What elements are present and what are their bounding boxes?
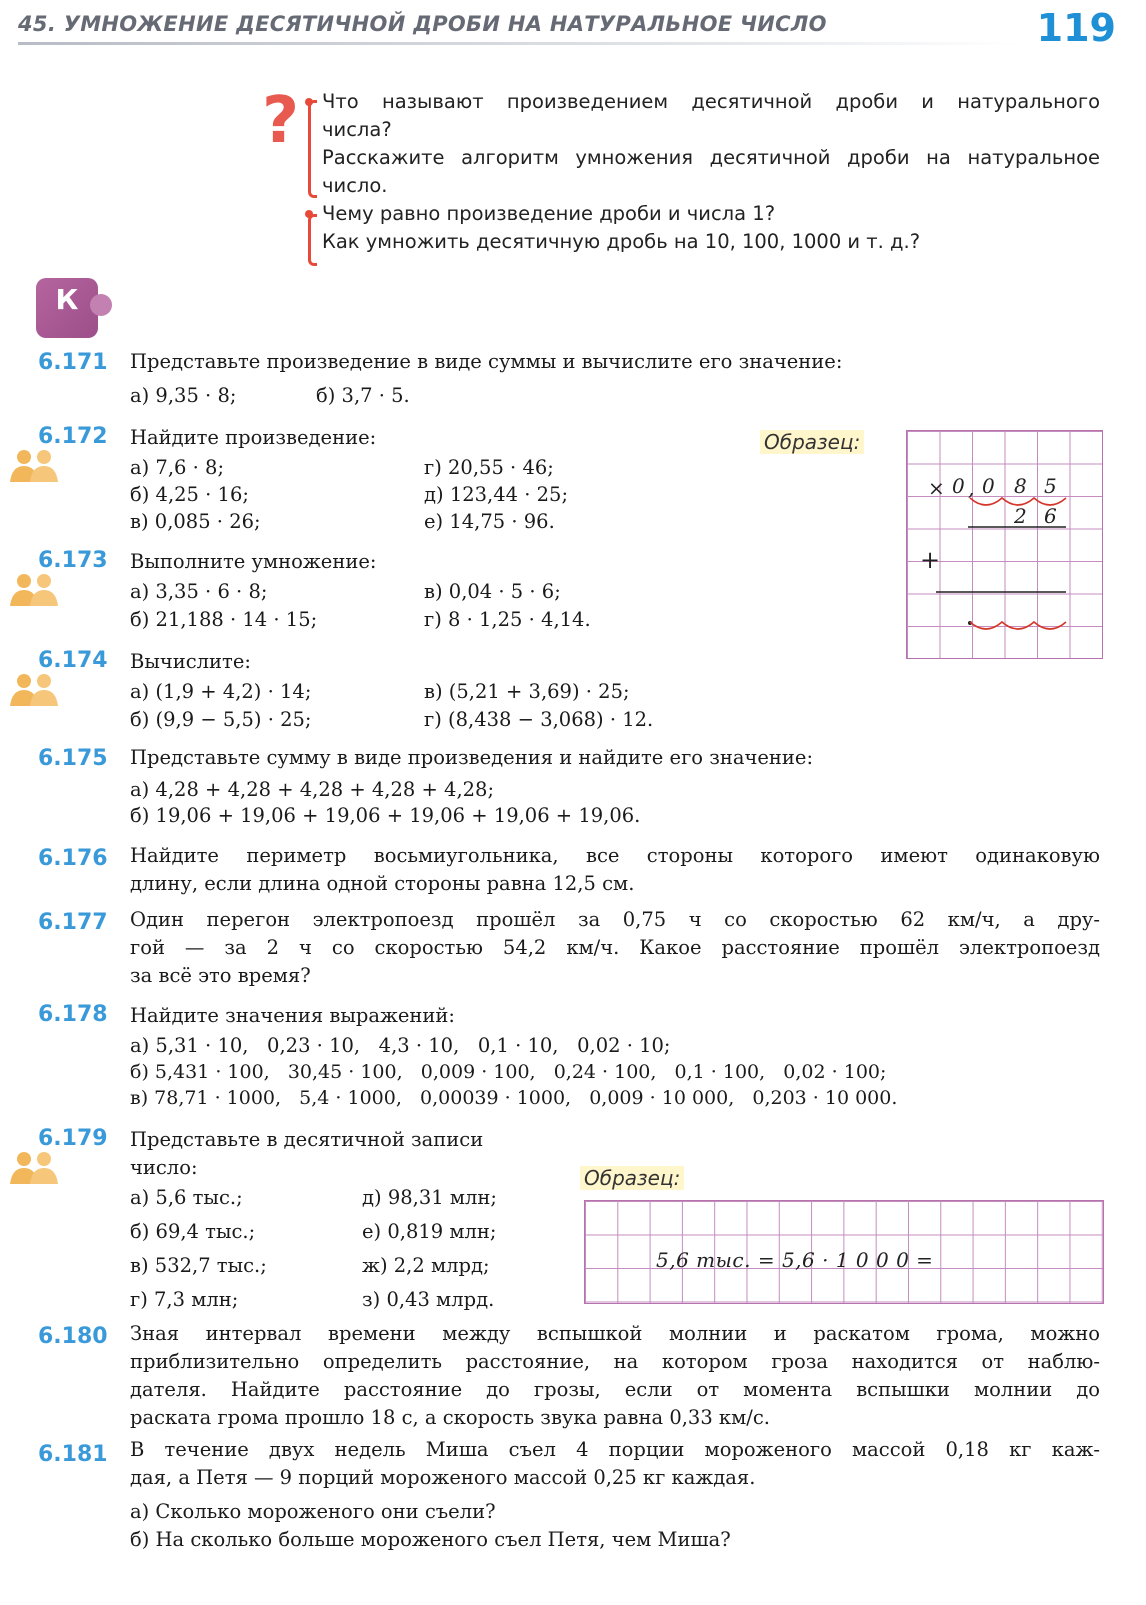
exercise-number: 6.177 [38, 910, 108, 935]
plus-sign: + [920, 546, 941, 574]
text-line: дателя. Найдите расстояние до грозы, если от момента вспышки молнии до [130, 1378, 1100, 1401]
exercise-item: в) 78,71 · 1000, 5,4 · 1000, 0,00039 · 1000, 0,009 · 10 000, 0,203 · 10 000. [130, 1087, 898, 1109]
exercise-item: а) 5,31 · 10, 0,23 · 10, 4,3 · 10, 0,1 · 10, 0,02 · 10; [130, 1034, 671, 1057]
question-bracket-1 [308, 100, 317, 198]
text-line: раската грома прошло 18 с, а скорость звука равна 0,33 км/с. [130, 1406, 770, 1429]
multiplicand-digit: 5 [1044, 474, 1057, 498]
exercise-item: е) 0,819 млн; [362, 1220, 497, 1243]
exercise-item: а) 5,6 тыс.; [130, 1186, 243, 1209]
exercise-number: 6.172 [38, 424, 108, 449]
bullet-dot [305, 98, 313, 106]
exercise-item: б) (9,9 − 5,5) · 25; [130, 708, 312, 731]
exercise-item: а) 3,35 · 6 · 8; [130, 580, 268, 603]
pair-work-icon [8, 572, 60, 608]
multiplicand-digit: 0 [952, 474, 965, 498]
text-line: гой — за 2 ч со скоростью 54,2 км/ч. Какое расстояние прошёл электропоезд [130, 936, 1100, 959]
exercise-item: б) 4,25 · 16; [130, 483, 249, 506]
exercise-text [130, 842, 1100, 898]
exercise-item: г) (8,438 − 3,068) · 12. [424, 708, 654, 731]
exercise-item: а) 9,35 · 8; [130, 384, 237, 407]
exercise-item: б) 21,188 · 14 · 15; [130, 608, 318, 631]
exercise-text: Представьте произведение в виде суммы и вычислите его значение: [130, 350, 843, 373]
exercise-number: 6.178 [38, 1002, 108, 1027]
question-bracket-2 [308, 214, 317, 266]
sample-label: Образец: [760, 430, 864, 454]
question-line: Чему равно произведение дроби и числа 1? [322, 202, 776, 225]
exercise-item: в) 0,04 · 5 · 6; [424, 580, 561, 603]
exercise-item: з) 0,43 млрд. [362, 1288, 495, 1311]
sample-notation: 5,6 тыс. = 5,6 · 1 0 0 0 = [656, 1248, 934, 1272]
exercise-number: 6.171 [38, 350, 108, 375]
sample-label: Образец: [580, 1166, 684, 1190]
exercise-item: а) (1,9 + 4,2) · 14; [130, 680, 312, 703]
header-rule [18, 42, 1018, 45]
exercise-number: 6.173 [38, 548, 108, 573]
multiplicand-comma: , [968, 476, 975, 500]
multiplier-digit: 2 [1014, 504, 1027, 528]
exercise-item: а) 7,6 · 8; [130, 456, 225, 479]
exercise-number: 6.175 [38, 746, 108, 771]
exercise-number: 6.179 [38, 1126, 108, 1151]
pair-work-icon [8, 448, 60, 484]
chapter-title: 45. УМНОЖЕНИЕ ДЕСЯТИЧНОЙ ДРОБИ НА НАТУРАЛЬНОЕ ЧИСЛО [18, 12, 827, 36]
exercise-text: Выполните умножение: [130, 550, 377, 573]
competence-puzzle-icon [36, 278, 98, 338]
question-line: Как умножить десятичную дробь на 10, 100, 1000 и т. д.? [322, 230, 921, 253]
exercise-text [130, 1436, 1100, 1492]
multiplicand-digit: 8 [1014, 474, 1027, 498]
exercise-number: 6.176 [38, 846, 108, 871]
pair-work-icon [8, 1150, 60, 1186]
question-line: Что называют произведением десятичной дроби и натурального [322, 90, 1100, 113]
text-line: В течение двух недель Миша съел 4 порции мороженого массой 0,18 кг каж- [130, 1438, 1100, 1461]
exercise-item: б) 5,431 · 100, 30,45 · 100, 0,009 · 100, 0,24 · 100, 0,1 · 100, 0,02 · 100; [130, 1061, 887, 1083]
exercise-item: г) 8 · 1,25 · 4,14. [424, 608, 591, 631]
exercise-item: е) 14,75 · 96. [424, 510, 555, 533]
text-line: за всё это время? [130, 964, 311, 987]
times-sign: × [928, 476, 945, 500]
text-line: дая, а Петя — 9 порций мороженого массой 0,25 кг каждая. [130, 1466, 756, 1489]
page-number: 119 [1036, 6, 1116, 50]
pair-work-icon [8, 672, 60, 708]
exercise-item: б) 69,4 тыс.; [130, 1220, 256, 1243]
exercise-item: д) 98,31 млн; [362, 1186, 497, 1209]
exercise-text [130, 1320, 1100, 1432]
exercise-text: Представьте сумму в виде произведения и найдите его значение: [130, 746, 814, 769]
multiplier-digit: 6 [1044, 504, 1057, 528]
exercise-item: б) 19,06 + 19,06 + 19,06 + 19,06 + 19,06 + 19,06. [130, 804, 641, 827]
multiplicand-digit: 0 [982, 474, 995, 498]
exercise-item: г) 7,3 млн; [130, 1288, 239, 1311]
exercise-item: в) 532,7 тыс.; [130, 1254, 267, 1277]
exercise-text: Найдите значения выражений: [130, 1004, 455, 1027]
exercise-item: г) 20,55 · 46; [424, 456, 554, 479]
badge-letter: К [55, 283, 79, 316]
exercise-item: а) Сколько мороженого они съели? [130, 1500, 496, 1523]
text-line: Зная интервал времени между вспышкой молнии и раскатом грома, можно [130, 1322, 1100, 1345]
text-line: Найдите периметр восьмиугольника, все стороны которого имеют одинаковую [130, 844, 1100, 867]
exercise-text: Найдите произведение: [130, 426, 377, 449]
exercise-text: Представьте в десятичной записи [130, 1128, 484, 1151]
exercise-number: 6.174 [38, 648, 108, 673]
text-line: приблизительно определить расстояние, на котором гроза находится от наблю- [130, 1350, 1100, 1373]
exercise-item: б) 3,7 · 5. [316, 384, 410, 407]
exercise-number: 6.181 [38, 1442, 108, 1467]
question-mark-icon: ? [262, 84, 300, 158]
exercise-number: 6.180 [38, 1324, 108, 1349]
review-questions [322, 88, 1100, 256]
bullet-dot [305, 210, 313, 218]
exercise-item: б) На сколько больше мороженого съел Петя, чем Миша? [130, 1528, 731, 1551]
question-line: число. [322, 174, 388, 197]
exercise-item: ж) 2,2 млрд; [362, 1254, 490, 1277]
exercise-item: в) 0,085 · 26; [130, 510, 261, 533]
exercise-item: д) 123,44 · 25; [424, 483, 569, 506]
exercise-text [130, 906, 1100, 990]
sample-rules [906, 430, 1102, 658]
text-line: длину, если длина одной стороны равна 12,5 см. [130, 872, 635, 895]
question-line: числа? [322, 118, 392, 141]
question-line: Расскажите алгоритм умножения десятичной дроби на натуральное [322, 146, 1100, 169]
exercise-text: Вычислите: [130, 650, 251, 673]
text-line: Один перегон электропоезд прошёл за 0,75 ч со скоростью 62 км/ч, а дру- [130, 908, 1100, 931]
exercise-item: а) 4,28 + 4,28 + 4,28 + 4,28 + 4,28; [130, 778, 495, 801]
exercise-item: в) (5,21 + 3,69) · 25; [424, 680, 630, 703]
exercise-text: число: [130, 1156, 198, 1179]
